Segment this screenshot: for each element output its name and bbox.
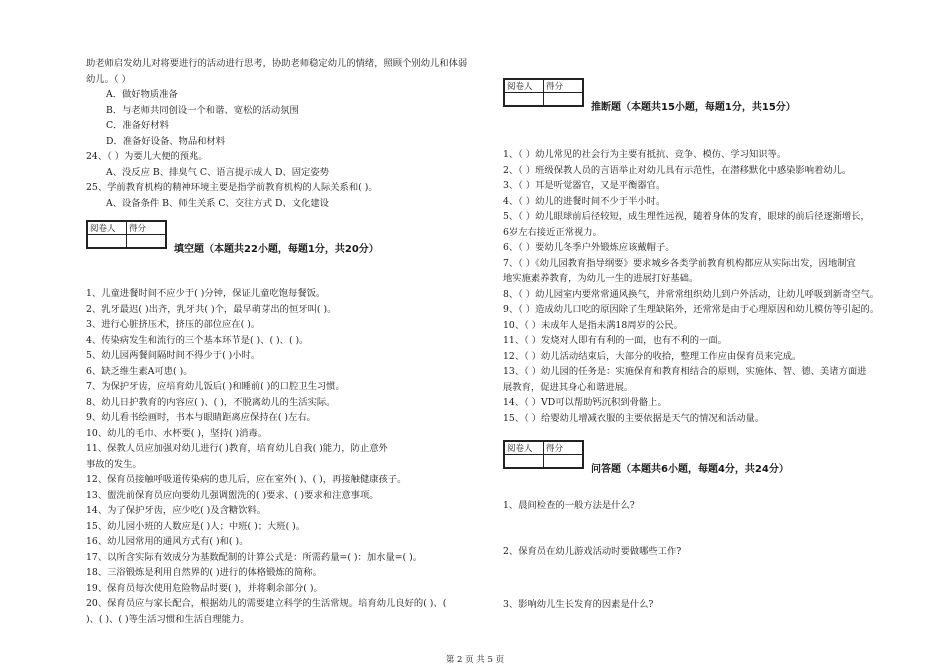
score-label: 得分 (544, 442, 583, 455)
fill-question-line: 20、保育员应与家长配合，根据幼儿的需要建立科学的生活常规。培育幼儿良好的( )、( (86, 598, 447, 609)
fill-question-line: 12、保育员接触呼吸道传染病的患儿后，应在室外( )、( )，再接触健康孩子。 (86, 474, 407, 485)
score-cell[interactable] (127, 235, 166, 248)
section-title: 推断题（本题共15小题，每题1分，共15分） (591, 102, 796, 113)
grader-label: 阅卷人 (505, 80, 544, 93)
question-25-options: A、设备条件 B、师生关系 C、交往方式 D、文化建设 (106, 197, 329, 209)
fill-question-line: 10、幼儿的毛巾、水杯要( )，坚持( )消毒。 (86, 427, 267, 439)
fill-question-line: )、( )、( )等生活习惯和生活自理能力。 (86, 613, 250, 625)
score-label: 得分 (544, 80, 583, 93)
fill-question-line: 6、缺乏维生素A可患( )。 (86, 365, 193, 377)
score-table (503, 78, 584, 107)
judge-question-line: 5、（ ）幼儿眼球前后径较短，成生理性远视，随着身体的发育，眼球的前后径逐渐增长， (503, 211, 870, 222)
judge-question-line: 3、（ ）耳是听觉器官，又是平衡器官。 (503, 180, 666, 191)
judge-question-line: 6、（ ）要幼儿冬季户外锻炼应该戴帽子。 (503, 242, 675, 253)
grader-cell[interactable] (505, 93, 544, 106)
fill-question-line: 4、传染病发生和流行的三个基本环节是( )、( )、( )。 (86, 334, 309, 346)
option-b: B．与老师共同创设一个和谐、宽松的活动氛围 (106, 104, 299, 116)
fill-question-list (86, 286, 486, 627)
question-24-options: A、没反应 B、排臭气 C、语言提示成人 D、固定姿势 (106, 166, 329, 178)
qa-question-3: 3、影响幼儿生长发育的因素是什么? (503, 599, 654, 610)
fill-question-line: 17、以所含实际有效成分为基数配制的计算公式是：所需药量=( )：加水量=( )。 (86, 551, 423, 563)
fill-question-line: 8、幼儿日护教育的内容应( )、( )，不脱离幼儿的生活实际。 (86, 396, 336, 408)
grader-label: 阅卷人 (505, 442, 544, 455)
fill-question-line: 5、幼儿园两餐间隔时间不得少于( )小时。 (86, 350, 261, 361)
option-c: C．准备好材料 (106, 120, 169, 131)
judge-question-line: 12、（ ）幼儿活动结束后，大部分的收拾，整理工作应由保育员来完成。 (503, 350, 802, 362)
page-footer: 第 2 页 共 5 页 (445, 655, 505, 665)
question-24: 24、（ ）为要儿大便的预兆。 (86, 151, 208, 162)
grader-cell[interactable] (505, 455, 544, 468)
judge-section-header (503, 78, 911, 112)
qa-question-1: 1、晨间检查的一般方法是什么? (503, 500, 635, 511)
judge-question-line: 13、（ ）幼儿园的任务是：实施保育和教育相结合的原则，实施体、智、德、美诸方面进 (503, 366, 867, 377)
fill-question-line: 13、盥洗前保育员应向要幼儿强调盥洗的( )要求、( )要求和注意事项。 (86, 489, 379, 501)
question-25: 25、学前教育机构的精神环境主要是指学前教育机构的人际关系和( )。 (86, 182, 378, 193)
judge-question-line: 15、（ ）给婴幼儿增减衣服的主要依据是天气的情况和活动量。 (503, 412, 765, 424)
fill-question-line: 16、幼儿园常用的通风方式有( )和( )。 (86, 536, 249, 547)
score-cell[interactable] (544, 455, 583, 468)
judge-question-list (503, 147, 911, 426)
judge-question-line: 10、（ ）未成年人是指未满18周岁的公民。 (503, 319, 684, 331)
score-table (503, 440, 584, 469)
grader-label: 阅卷人 (88, 222, 127, 235)
judge-question-line: 地实施素养教育，为幼儿一生的进展打好基础。 (503, 273, 699, 284)
score-cell[interactable] (544, 93, 583, 106)
right-column (503, 78, 911, 613)
question-text: 助老师启发幼儿对将要进行的活动进行思考，协助老师稳定幼儿的情绪，照顾个别幼儿和体弱 (86, 58, 468, 69)
judge-question-line: 14、（ ）VD可以帮助钙沉积到骨骼上。 (503, 397, 667, 408)
fill-question-line: 11、保教人员应加强对幼儿进行( )教育，培育幼儿自我( )能力，防止意外 (86, 443, 388, 454)
fill-section-header (86, 220, 486, 254)
option-a: A．做好物质准备 (106, 89, 178, 100)
fill-question-line: 19、保育员每次使用危险物品时要( )，并将剩余部分( )。 (86, 582, 323, 594)
fill-question-line: 9、幼儿看书绘画时，书本与眼睛距离应保持在( )左右。 (86, 412, 316, 423)
score-table (86, 220, 167, 249)
fill-question-line: 3、进行心脏挤压术，挤压的部位应在( )。 (86, 319, 261, 330)
option-d: D．准备好设备、物品和材料 (106, 135, 226, 147)
judge-question-line: 展教育，促进其身心和谐进展。 (503, 381, 634, 393)
qa-section-header (503, 440, 911, 474)
grader-cell[interactable] (88, 235, 127, 248)
score-label: 得分 (127, 222, 166, 235)
qa-question-2: 2、保育员在幼儿游戏活动时要做哪些工作? (503, 545, 682, 557)
fill-question-line: 15、幼儿园小班的人数应是( )人；中班( )；大班( )。 (86, 520, 306, 532)
fill-question-line: 14、为了保护牙齿，应少吃( )及含糖饮料。 (86, 505, 267, 516)
judge-question-line: 8、（ ）幼儿园室内要常常通风换气，并常常组织幼儿到户外活动，让幼儿呼吸到新奇空气。 (503, 288, 880, 300)
judge-question-line: 11、（ ）发烧对人即有有利的一面，也有不利的一面。 (503, 335, 727, 346)
fill-question-line: 18、三浴锻炼是利用自然界的( )进行的体格锻炼的简称。 (86, 567, 322, 578)
judge-question-line: 2、（ ）班级保教人员的言语举止对幼儿具有示范性，在潜移默化中感染影响着幼儿。 (503, 164, 852, 176)
fill-question-line: 7、为保护牙齿，应培育幼儿饭后( )和睡前( )的口腔卫生习惯。 (86, 381, 345, 392)
judge-question-line: 7、（ ）《幼儿园教育指导纲要》要求城乡各类学前教育机构都应从实际出发，因地制宜 (503, 257, 856, 269)
section-title: 问答题（本题共6小题，每题4分，共24分） (591, 464, 789, 475)
fill-question-line: 事故的发生。 (86, 458, 142, 470)
question-text: 幼儿。（ ） (86, 73, 131, 85)
section-title: 填空题（本题共22小题，每题1分，共20分） (174, 244, 379, 255)
fill-question-line: 1、儿童进餐时间不应少于( )分钟，保证儿童吃饱每餐饭。 (86, 288, 326, 299)
left-column (86, 56, 486, 627)
judge-question-line: 1、（ ）幼儿常见的社会行为主要有抵抗、竞争、模仿、学习知识等。 (503, 149, 787, 160)
judge-question-line: 4、（ ）幼儿的进餐时间不少于半小时。 (503, 195, 666, 207)
fill-question-line: 2、乳牙最迟( )出齐，乳牙共( )个，最早萌芽出的恒牙叫( )。 (86, 303, 337, 315)
judge-question-line: 6岁左右接近正常视力。 (503, 226, 602, 238)
judge-question-line: 9、（ ）造成幼儿口吃的原因除了生理缺陷外，还常常是由于心理原因和幼儿模仿等引起的。 (503, 304, 880, 315)
